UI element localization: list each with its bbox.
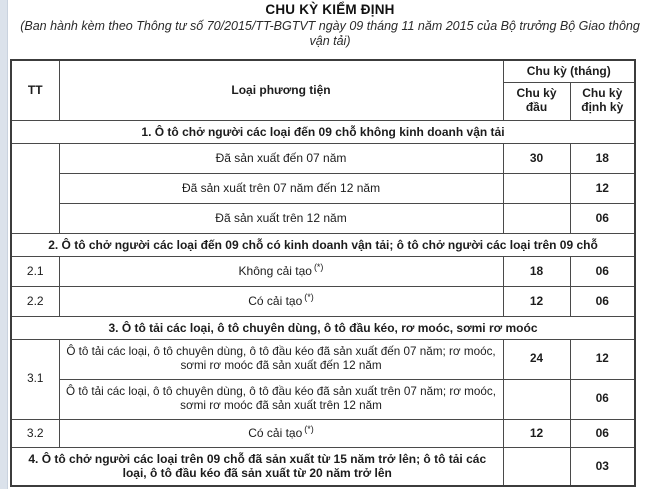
header-row: [11, 60, 635, 83]
page-left-margin-strip: [0, 0, 8, 489]
table-row: [11, 419, 635, 447]
section-3-title: 3. Ô tô tải các loại, ô tô chuyên dùng, ô tô đầu kéo, rơ moóc, sơmi rơ moóc: [11, 316, 635, 339]
first-cycle-cell: [503, 203, 570, 233]
periodic-cycle-cell: 12: [570, 339, 635, 379]
header-tt: TT: [11, 60, 59, 121]
table-row: [11, 203, 635, 233]
header-periodic-cycle: Chu kỳ định kỳ: [570, 82, 635, 120]
section-1-title: 1. Ô tô chở người các loại đến 09 chỗ không kinh doanh vận tải: [11, 120, 635, 143]
periodic-cycle-cell: 12: [570, 173, 635, 203]
footnote-mark: (*): [304, 292, 314, 302]
periodic-cycle-cell: 03: [570, 447, 635, 486]
inspection-cycle-table: [10, 59, 636, 487]
section-4-row: [11, 447, 635, 486]
document: [10, 2, 650, 487]
first-cycle-cell: [503, 173, 570, 203]
first-cycle-cell: 18: [503, 256, 570, 286]
tt-cell: 3.1: [11, 339, 59, 419]
first-cycle-cell: [503, 447, 570, 486]
section-1-header-row: [11, 120, 635, 143]
table-row: [11, 339, 635, 379]
label-cell: [59, 419, 503, 447]
header-cycle-group: Chu kỳ (tháng): [503, 60, 635, 83]
table-row: [11, 256, 635, 286]
label-text: Có cải tạo: [248, 426, 303, 440]
label-cell: Đã sản xuất trên 12 năm: [59, 203, 503, 233]
first-cycle-cell: [503, 379, 570, 419]
label-cell: [59, 286, 503, 316]
section-2-header-row: [11, 233, 635, 256]
label-cell: [59, 256, 503, 286]
label-cell: Ô tô tải các loại, ô tô chuyên dùng, ô tô đầu kéo đã sản xuất trên 07 năm; rơ moóc, sơmi rơ moóc đã sản xuất trên 12 năm: [59, 379, 503, 419]
label-cell: Ô tô tải các loại, ô tô chuyên dùng, ô tô đầu kéo đã sản xuất đến 07 năm; rơ moóc, sơmi rơ moóc đã sản xuất đến 12 năm: [59, 339, 503, 379]
page-title: CHU KỲ KIỂM ĐỊNH: [265, 2, 395, 17]
periodic-cycle-cell: 18: [570, 143, 635, 173]
periodic-cycle-cell: 06: [570, 286, 635, 316]
footnote-mark: (*): [304, 424, 314, 434]
periodic-cycle-cell: 06: [570, 379, 635, 419]
page-subtitle: (Ban hành kèm theo Thông tư số 70/2015/TT-BGTVT ngày 09 tháng 11 năm 2015 của Bộ trưởng Bộ Giao thông vận tải): [20, 19, 640, 49]
first-cycle-cell: 30: [503, 143, 570, 173]
section-2-title: 2. Ô tô chở người các loại đến 09 chỗ có kinh doanh vận tải; ô tô chở người các loại trên 09 chỗ: [11, 233, 635, 256]
section-3-header-row: [11, 316, 635, 339]
periodic-cycle-cell: 06: [570, 256, 635, 286]
tt-cell: 2.2: [11, 286, 59, 316]
tt-cell: 3.2: [11, 419, 59, 447]
table-row: [11, 143, 635, 173]
footnote-mark: (*): [313, 262, 324, 272]
label-text: Không cải tạo: [238, 264, 312, 278]
tt-cell: 2.1: [11, 256, 59, 286]
header-vehicle-type: Loại phương tiện: [59, 60, 503, 121]
table-row: [11, 173, 635, 203]
label-text: Có cải tạo: [248, 294, 303, 308]
section-1-tt-cell: [11, 143, 59, 233]
label-cell: Đã sản xuất đến 07 năm: [59, 143, 503, 173]
table-row: [11, 379, 635, 419]
header-first-cycle: Chu kỳ đầu: [503, 82, 570, 120]
label-cell: Đã sản xuất trên 07 năm đến 12 năm: [59, 173, 503, 203]
first-cycle-cell: 24: [503, 339, 570, 379]
section-4-title: 4. Ô tô chở người các loại trên 09 chỗ đã sản xuất từ 15 năm trở lên; ô tô tải các loại, ô tô đầu kéo đã sản xuất từ 20 năm trở lên: [11, 447, 503, 486]
first-cycle-cell: 12: [503, 419, 570, 447]
periodic-cycle-cell: 06: [570, 419, 635, 447]
periodic-cycle-cell: 06: [570, 203, 635, 233]
table-row: [11, 286, 635, 316]
first-cycle-cell: 12: [503, 286, 570, 316]
